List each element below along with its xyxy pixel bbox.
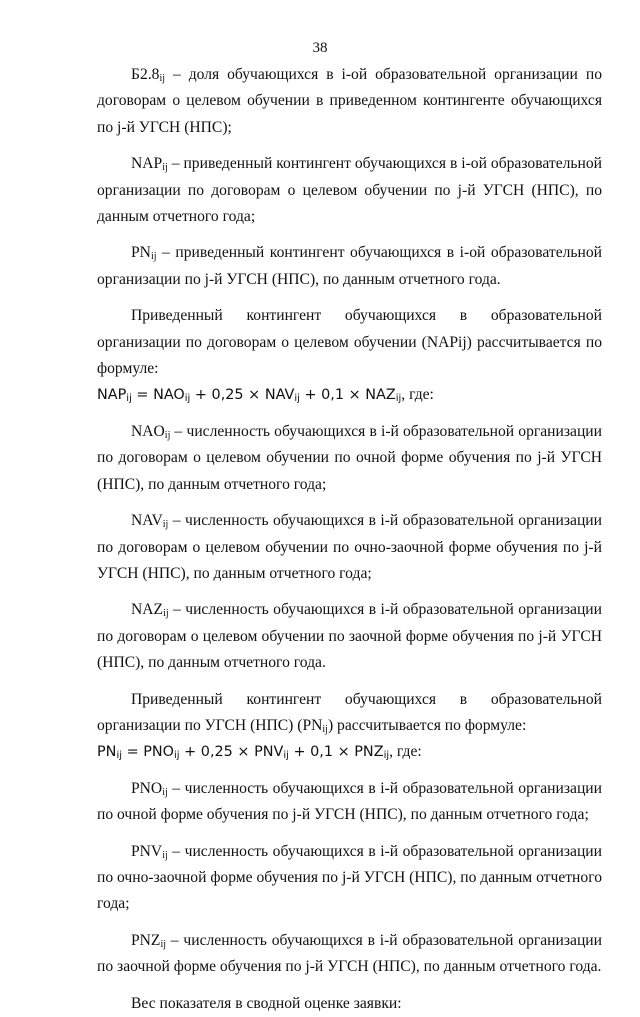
definition-b28: $Б2.8_{ij}$ – доля обучающихся в i-ой образовательной организации по договорам о целевом обучении в приведенном контингенте обучающихся по j-й УГСН (НПС); bbox=[97, 66, 602, 136]
definition-text: – численность обучающихся в i-й образовательной организации по договорам о целевом обучении по очно-заочной форме обучения по j-й УГСН (НПС), по данным отчетного года; bbox=[97, 512, 602, 582]
paragraph-pn-intro: Приведенный контингент обучающихся в образовательной организации по УГСН (НПС) $(PN_{ij})$ рассчитывается по формуле: bbox=[97, 690, 602, 735]
symbol: Б2.8 bbox=[131, 66, 160, 83]
definition-text: – доля обучающихся в i-ой образовательной организации по договорам о целевом обучении в приведенном контингенте обучающихся по j-й УГСН (НПС); bbox=[97, 66, 602, 136]
symbol: NAP bbox=[131, 155, 163, 173]
paragraph-nap-intro: Приведенный контингент обучающихся в образовательной организации по договорам о целевом обучении (NAPij) рассчитывается по формуле: bbox=[97, 307, 602, 378]
symbol: NAO bbox=[131, 422, 165, 440]
definition-text: – численность обучающихся в i-й образовательной организации по договорам о целевом обучении по заочной форме обучения по j-й УГСН (НПС), по данным отчетного года. bbox=[97, 601, 602, 672]
definition-naz: $NAZ_{ij}$ – численность обучающихся в i-й образовательной организации по договорам о целевом обучении по заочной форме обучения по j-й УГСН (НПС), по данным отчетного года. bbox=[97, 601, 602, 672]
definition-text: – численность обучающихся в i-й образовательной организации по очно-заочной форме обучения по j-й УГСН (НПС), по данным отчетного года; bbox=[97, 842, 603, 913]
definition-nav: $NAV_{ij}$ – численность обучающихся в i-й образовательной организации по договорам о целевом обучении по очно-заочной форме обучения по j-й УГСН (НПС), по данным отчетного года; bbox=[97, 512, 602, 582]
symbol: PNO bbox=[131, 779, 163, 797]
formula-nap: $NAP_{ij} = NAO_{ij} + 0,25 \times NAV_{ij} + 0,1 \times NAZ_{ij}$, где: bbox=[97, 386, 434, 405]
definition-pno: $PNO_{ij}$ – численность обучающихся в i-й образовательной организации по очной форме обучения по j-й УГСН (НПС), по данным отчетного года; bbox=[97, 779, 602, 824]
page-content bbox=[97, 62, 602, 1017]
symbol: PN bbox=[131, 244, 151, 262]
symbol: NAV bbox=[131, 512, 163, 530]
formula-pn: $PN_{ij} = PNO_{ij} + 0,25 \times PNV_{ij} + 0,1 \times PNZ_{ij}$, где: bbox=[97, 743, 422, 762]
definition-text: – приведенный контингент обучающихся в i-ой образовательной организации по договорам о целевом обучении по j-й УГСН (НПС), по данным отчетного года; bbox=[97, 155, 602, 226]
symbol: NAZ bbox=[131, 601, 164, 619]
symbol: PNZ bbox=[131, 931, 161, 949]
symbol: PNV bbox=[131, 842, 163, 860]
definition-nap: $NAP_{ij}$ – приведенный контингент обучающихся в i-ой образовательной организации по договорам о целевом обучении по j-й УГСН (НПС), по данным отчетного года; bbox=[97, 155, 602, 226]
definition-pn: $PN_{ij}$ – приведенный контингент обучающихся в i-ой образовательной организации по j-й УГСН (НПС), по данным отчетного года. bbox=[97, 244, 602, 288]
page-number: 38 bbox=[312, 40, 328, 56]
definition-text: – численность обучающихся в i-й образовательной организации по заочной форме обучения по j-й УГСН (НПС), по данным отчетного года. bbox=[97, 931, 602, 976]
definition-pnz: $PNZ_{ij}$ – численность обучающихся в i-й образовательной организации по заочной форме обучения по j-й УГСН (НПС), по данным отчетного года. bbox=[97, 931, 602, 976]
definition-nao: $NAO_{ij}$ – численность обучающихся в i-й образовательной организации по договорам о целевом обучении по очной форме обучения по j-й УГСН (НПС), по данным отчетного года; bbox=[97, 422, 602, 493]
definition-text: – приведенный контингент обучающихся в i-ой образовательной организации по j-й УГСН (НПС), по данным отчетного года. bbox=[97, 244, 602, 288]
definition-pnv: $PNV_{ij}$ – численность обучающихся в i-й образовательной организации по очно-заочной форме обучения по j-й УГСН (НПС), по данным отчетного года; bbox=[97, 842, 603, 913]
definition-text: – численность обучающихся в i-й образовательной организации по договорам о целевом обучении по очной форме обучения по j-й УГСН (НПС), по данным отчетного года; bbox=[97, 422, 602, 493]
paragraph-weight: Вес показателя в сводной оценке заявки: bbox=[131, 994, 402, 1012]
definition-text: – численность обучающихся в i-й образовательной организации по очной форме обучения по j-й УГСН (НПС), по данным отчетного года; bbox=[97, 779, 602, 824]
